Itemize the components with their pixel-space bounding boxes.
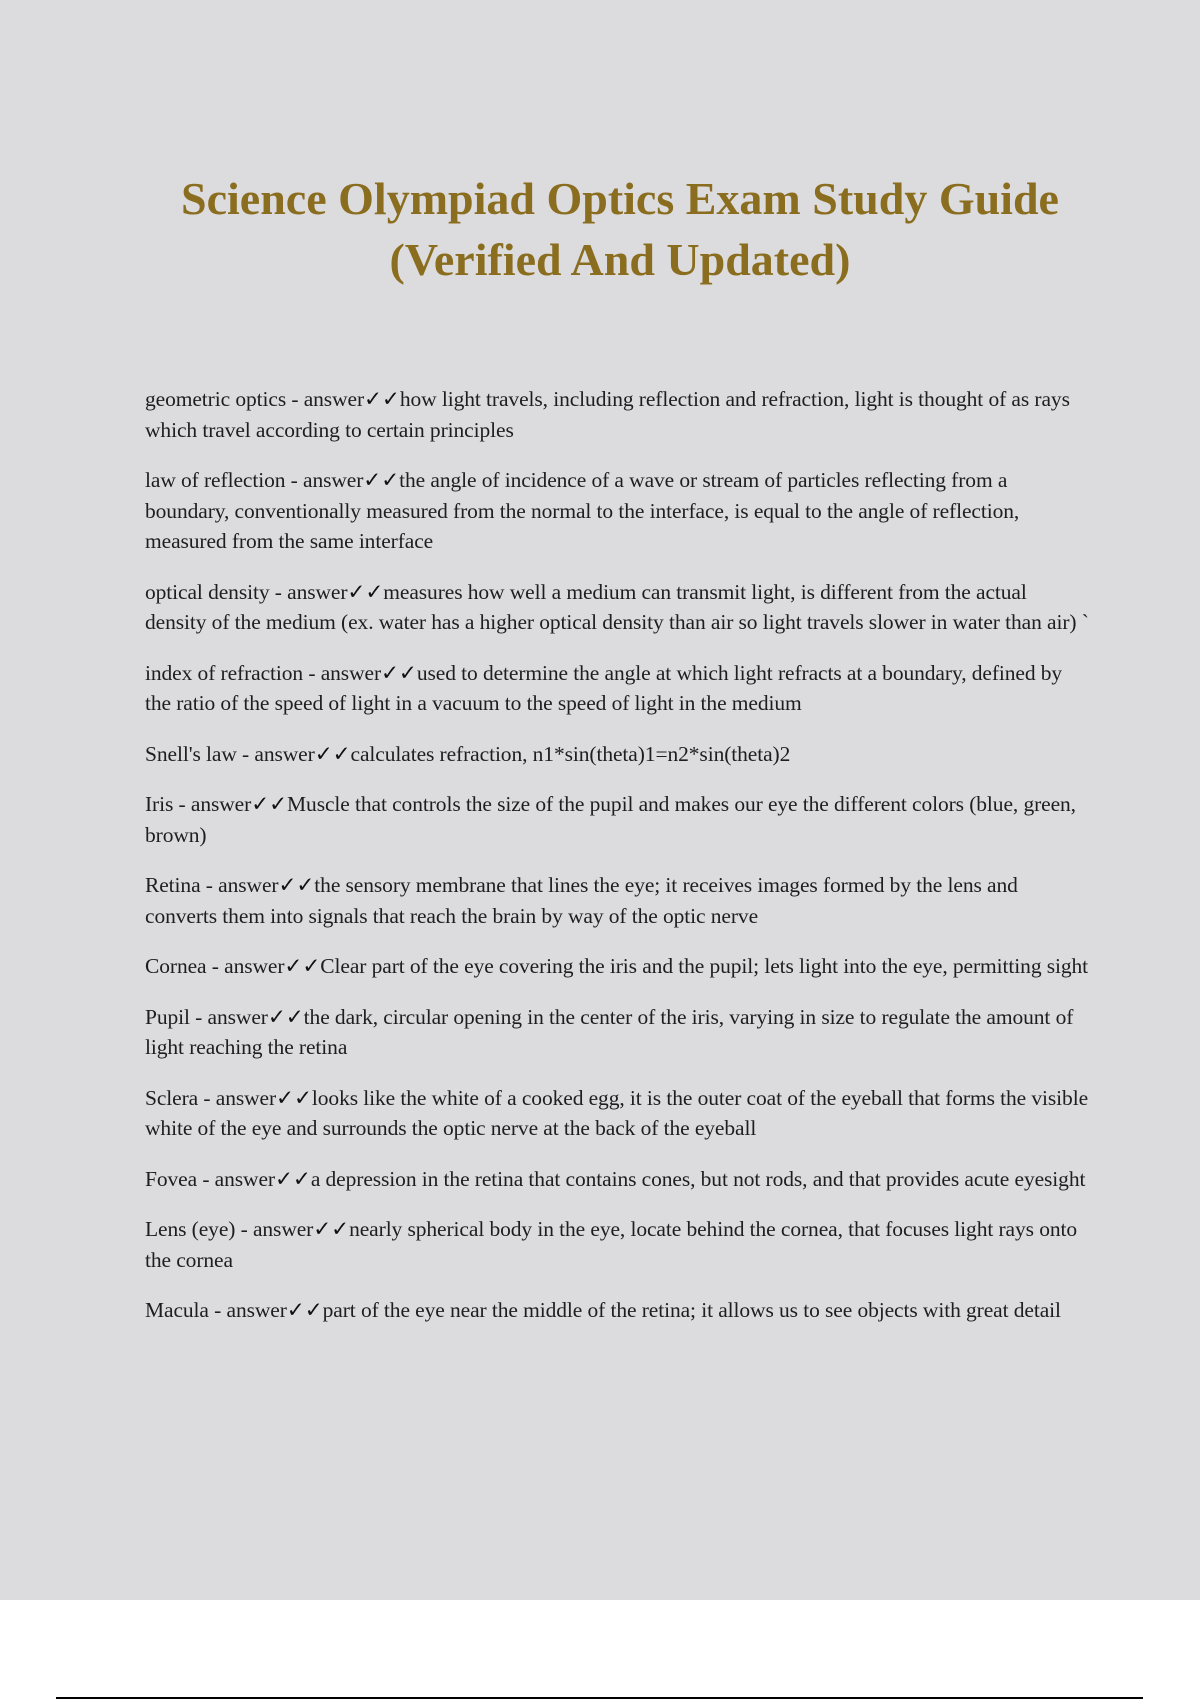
flashcard-entry (145, 739, 1090, 770)
entry-answer-label: answer (215, 1085, 277, 1110)
checkmark-icon: ✓✓ (347, 579, 384, 604)
entry-separator: - (303, 660, 321, 685)
page-divider (56, 1697, 1143, 1699)
title-line-1: Science Olympiad Optics Exam Study Guide (181, 173, 1059, 224)
checkmark-icon: ✓✓ (251, 792, 288, 816)
checkmark-icon: ✓✓ (381, 660, 417, 685)
flashcard-entry (145, 1002, 1090, 1063)
entry-separator: - (236, 741, 255, 766)
flashcard-entry (145, 465, 1090, 557)
flashcard-entry (145, 951, 1090, 982)
flashcard-entry (145, 1083, 1090, 1144)
entry-term: Pupil (145, 1004, 190, 1029)
checkmark-icon: ✓✓ (278, 873, 315, 897)
entry-separator: - (206, 954, 225, 978)
flashcard-entry (145, 1214, 1090, 1275)
flashcard-entry (145, 870, 1090, 931)
flashcard-entry (145, 384, 1090, 445)
entry-term: geometric optics (145, 387, 287, 411)
entry-answer-label: answer (224, 954, 285, 978)
entry-answer-label: answer (214, 1166, 275, 1191)
entry-separator: - (286, 387, 304, 411)
document-title (100, 168, 1140, 290)
entry-definition: part of the eye near the middle of the retina; it allows us to see objects with great detail (322, 1298, 1061, 1322)
title-line-2: (Verified And Updated) (389, 234, 851, 285)
entry-separator: - (269, 579, 288, 604)
entry-definition: used to determine the angle at which light refracts at a boundary, defined by the ratio of the speed of light in a vacuum to the speed of light in the medium (145, 660, 1063, 715)
checkmark-icon: ✓✓ (364, 387, 400, 411)
entry-definition: nearly spherical body in the eye, locate behind the cornea, that focuses light rays onto the cornea (145, 1217, 1078, 1272)
entry-term: index of refraction (145, 660, 304, 685)
entry-separator: - (208, 1298, 227, 1322)
checkmark-icon: ✓✓ (284, 954, 321, 978)
entry-answer-label: answer (287, 579, 348, 604)
entry-answer-label: answer (252, 1217, 314, 1241)
entry-answer-label: answer (254, 741, 315, 766)
entry-answer-label: answer (320, 660, 382, 685)
checkmark-icon: ✓✓ (276, 1085, 312, 1110)
flashcard-entry (145, 1164, 1090, 1195)
entry-definition: measures how well a medium can transmit light, is different from the actual density of the medium (ex. water has a higher optical density than air so light travels slower in water than air) ` (145, 579, 1089, 634)
checkmark-icon: ✓✓ (313, 1217, 350, 1241)
entry-answer-label: answer (226, 1298, 287, 1322)
entry-term: Cornea (145, 954, 207, 978)
entry-definition: how light travels, including reflection and refraction, light is thought of as rays which travel according to certain principles (145, 387, 1070, 442)
entry-definition: Muscle that controls the size of the pupil and makes our eye the different colors (blue, green, brown) (145, 792, 1076, 847)
checkmark-icon: ✓✓ (314, 741, 351, 766)
entry-separator: - (189, 1004, 208, 1029)
entry-definition: Clear part of the eye covering the iris and the pupil; lets light into the eye, permitting sight (320, 954, 1089, 978)
entry-term: law of reflection (145, 468, 286, 492)
entry-term: optical density (145, 579, 270, 604)
flashcard-list (145, 384, 1090, 1346)
checkmark-icon: ✓✓ (274, 1166, 311, 1191)
entry-separator: - (285, 468, 303, 492)
entry-definition: looks like the white of a cooked egg, it is the outer coat of the eyeball that forms the visible white of the eye and surrounds the optic nerve at the back of the eyeball (145, 1085, 1089, 1140)
entry-term: Retina (145, 873, 201, 897)
entry-definition: a depression in the retina that contains cones, but not rods, and that provides acute eyesight (310, 1166, 1086, 1191)
entry-separator: - (200, 873, 219, 897)
flashcard-entry (145, 577, 1090, 638)
entry-term: Macula (145, 1298, 209, 1322)
entry-answer-label: answer (190, 792, 252, 816)
entry-term: Iris (145, 792, 174, 816)
checkmark-icon: ✓✓ (267, 1004, 304, 1029)
flashcard-entry (145, 658, 1090, 719)
flashcard-entry (145, 1295, 1090, 1326)
entry-separator: - (198, 1085, 216, 1110)
entry-separator: - (173, 792, 191, 816)
entry-term: Lens (eye) (145, 1217, 236, 1241)
checkmark-icon: ✓✓ (363, 468, 400, 492)
entry-separator: - (197, 1166, 215, 1191)
entry-separator: - (235, 1217, 253, 1241)
entry-definition: calculates refraction, n1*sin(theta)1=n2*sin(theta)2 (350, 741, 791, 766)
entry-term: Sclera (145, 1085, 199, 1110)
entry-definition: the dark, circular opening in the center of the iris, varying in size to regulate the amount of light reaching the retina (145, 1004, 1074, 1059)
entry-answer-label: answer (207, 1004, 268, 1029)
checkmark-icon: ✓✓ (286, 1298, 323, 1322)
entry-answer-label: answer (303, 387, 365, 411)
entry-definition: the sensory membrane that lines the eye; it receives images formed by the lens and converts them into signals that reach the brain by way of the optic nerve (145, 873, 1018, 928)
flashcard-entry (145, 789, 1090, 850)
entry-answer-label: answer (218, 873, 279, 897)
entry-term: Fovea (145, 1166, 198, 1191)
entry-term: Snell's law (145, 741, 237, 766)
entry-definition: the angle of incidence of a wave or stream of particles reflecting from a boundary, conventionally measured from the normal to the interface, is equal to the angle of reflection, measured from the same interface (145, 468, 1020, 553)
entry-answer-label: answer (303, 468, 364, 492)
